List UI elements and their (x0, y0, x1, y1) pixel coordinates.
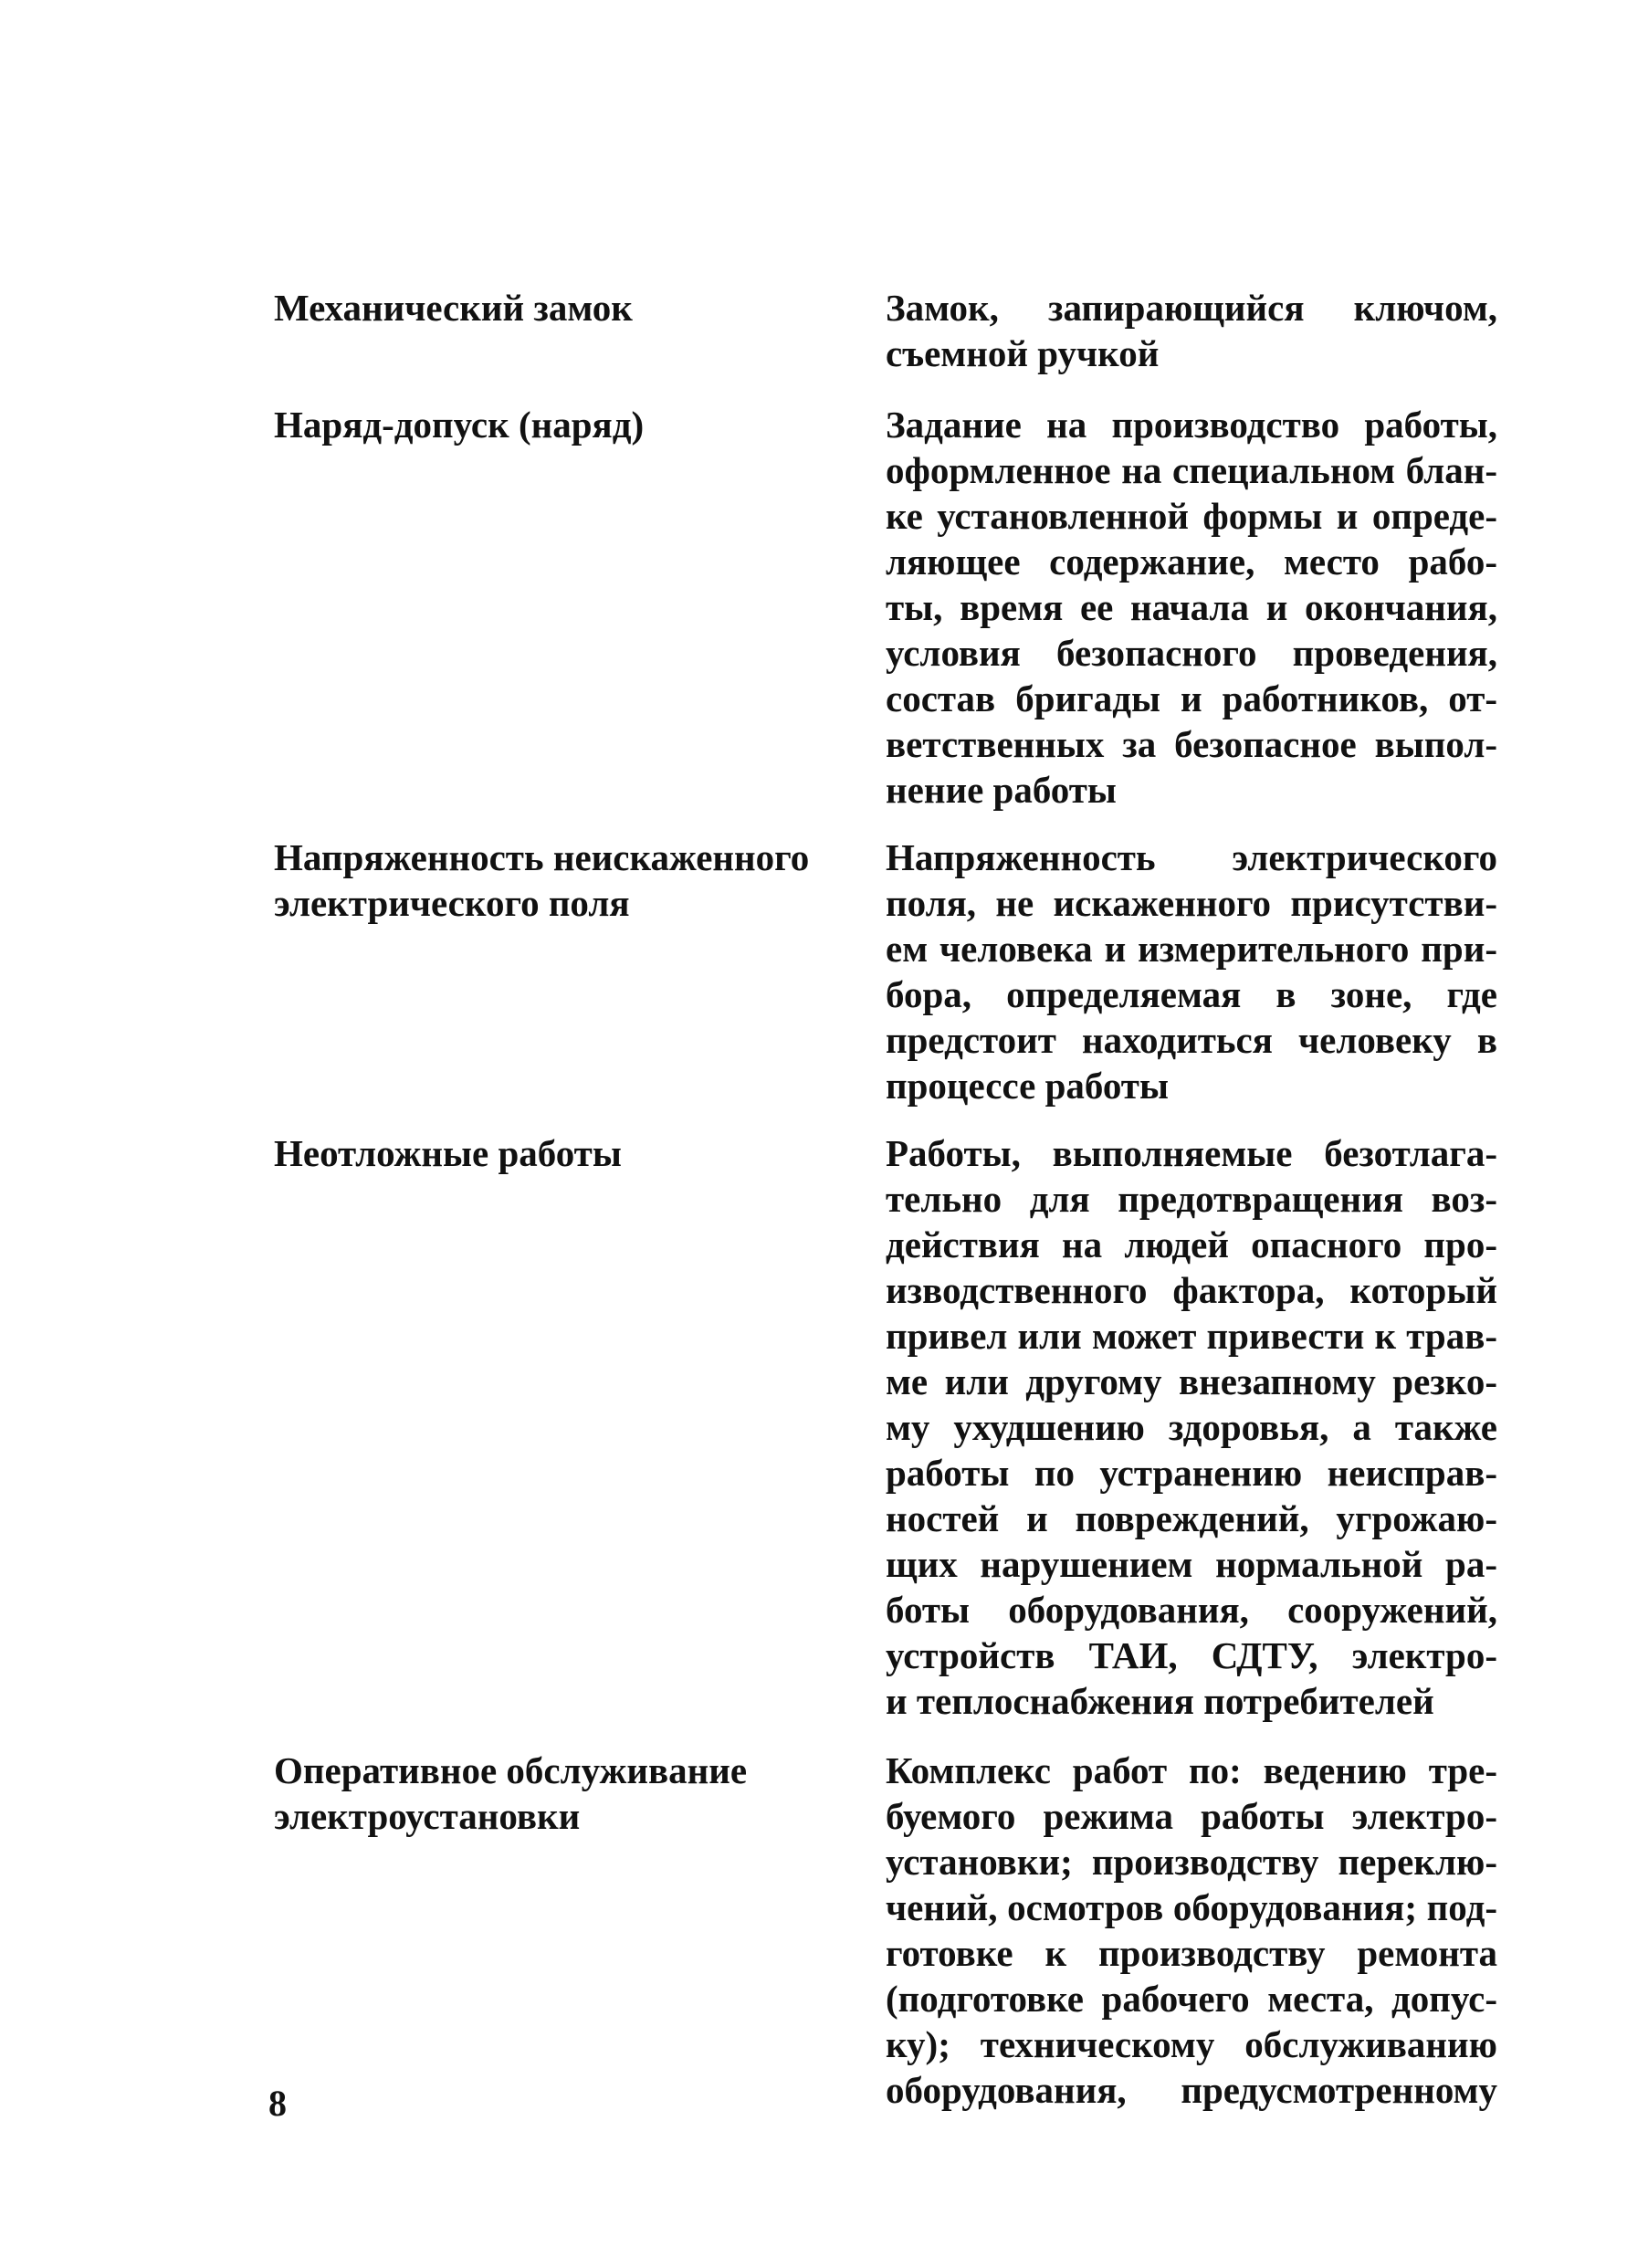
definition-line: ляющее содержание, место рабо- (886, 541, 1497, 583)
glossary-definition (886, 402, 1497, 813)
definition-line: и теплоснабжения потребителей (886, 1680, 1434, 1722)
definition-line: ке установленной формы и опреде- (886, 495, 1497, 537)
glossary-entry (274, 1130, 1525, 1724)
glossary-term (274, 1748, 867, 1839)
definition-line: оформленное на специальном блан- (886, 449, 1497, 491)
term-line: Неотложные работы (274, 1132, 622, 1174)
glossary-term (274, 285, 867, 331)
term-line: Напряженность неискаженного (274, 836, 810, 878)
definition-line: Комплекс работ по: ведению тре- (886, 1749, 1497, 1791)
definition-line: бора, определяемая в зоне, где (886, 973, 1497, 1015)
definition-line: боты оборудования, сооружений, (886, 1589, 1497, 1631)
definition-line: ем человека и измерительного при- (886, 928, 1497, 970)
definition-line: Работы, выполняемые безотлага- (886, 1132, 1497, 1174)
definition-line: установки; производству переклю- (886, 1841, 1497, 1883)
definition-line: нение работы (886, 769, 1117, 811)
glossary-term (274, 1130, 867, 1176)
term-line: Механический замок (274, 287, 633, 329)
definition-line: условия безопасного проведения, (886, 632, 1497, 674)
definition-line: предстоит находиться человеку в (886, 1019, 1497, 1061)
term-line: Наряд-допуск (наряд) (274, 404, 645, 446)
definition-line: ме или другому внезапному резко- (886, 1360, 1497, 1402)
definition-line: устройств ТАИ, СДТУ, электро- (886, 1634, 1497, 1676)
definition-line: тельно для предотвращения воз- (886, 1178, 1497, 1220)
definition-line: Напряженность электрического (886, 836, 1497, 878)
definition-line: ветственных за безопасное выпол- (886, 723, 1497, 765)
definition-line: ностей и повреждений, угрожаю- (886, 1497, 1497, 1539)
definition-line: оборудования, предусмотренному (886, 2069, 1497, 2111)
glossary-term (274, 402, 867, 447)
definition-line: съемной ручкой (886, 332, 1160, 374)
definition-line: действия на людей опасного про- (886, 1223, 1497, 1265)
definition-line: му ухудшению здоровья, а также (886, 1406, 1497, 1448)
glossary-definition (886, 835, 1497, 1108)
definition-line: Замок, запирающийся ключом, (886, 287, 1497, 329)
definition-line: ты, время ее начала и окончания, (886, 586, 1497, 628)
definition-line: буемого режима работы электро- (886, 1795, 1497, 1837)
glossary-term (274, 835, 867, 926)
glossary-definition (886, 285, 1497, 376)
glossary-entry (274, 1748, 1525, 2113)
glossary-entry (274, 835, 1525, 1108)
definition-line: чений, осмотров оборудования; под- (886, 1886, 1497, 1928)
definition-line: процессе работы (886, 1065, 1169, 1107)
glossary-definition (886, 1748, 1497, 2113)
glossary-entry (274, 402, 1525, 813)
glossary-definition (886, 1130, 1497, 1724)
definition-line: поля, не искаженного присутстви- (886, 882, 1497, 924)
glossary-table (274, 285, 1525, 2113)
page-number: 8 (268, 2083, 287, 2124)
definition-line: состав бригады и работников, от- (886, 677, 1497, 719)
glossary-entry (274, 285, 1525, 376)
definition-line: привел или может привести к трав- (886, 1315, 1497, 1357)
term-line: Оперативное обслуживание (274, 1749, 748, 1791)
definition-line: (подготовке рабочего места, допус- (886, 1978, 1497, 2020)
definition-line: готовке к производству ремонта (886, 1932, 1497, 1974)
term-line: электроустановки (274, 1795, 581, 1837)
definition-line: Задание на производство работы, (886, 404, 1497, 446)
term-line: электрического поля (274, 882, 630, 924)
definition-line: щих нарушением нормальной ра- (886, 1543, 1497, 1585)
definition-line: ку); техническому обслуживанию (886, 2023, 1497, 2065)
definition-line: изводственного фактора, который (886, 1269, 1497, 1311)
definition-line: работы по устранению неисправ- (886, 1452, 1497, 1494)
